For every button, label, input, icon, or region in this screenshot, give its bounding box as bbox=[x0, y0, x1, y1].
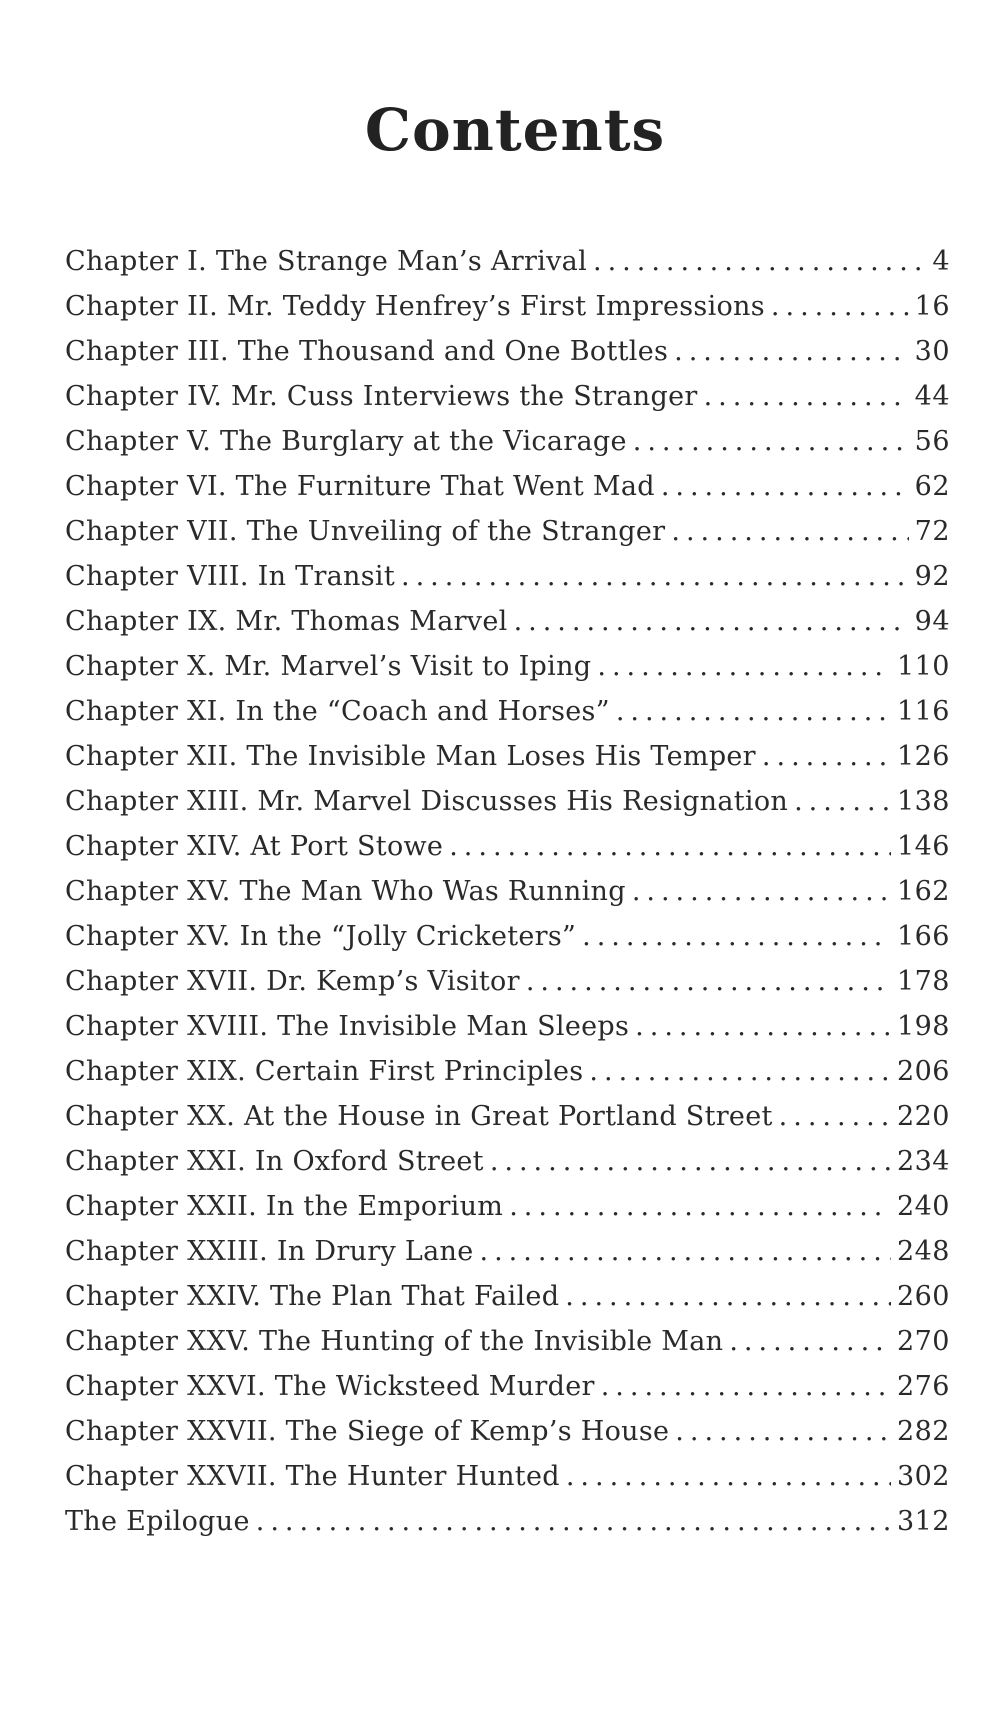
dot-leader bbox=[256, 1506, 891, 1537]
toc-entry bbox=[65, 1011, 950, 1056]
entry-title: Chapter XIX. Certain First Principles bbox=[65, 1056, 584, 1087]
entry-title: Chapter XXVII. The Hunter Hunted bbox=[65, 1461, 560, 1492]
toc-entry bbox=[65, 1191, 950, 1236]
entry-title: Chapter XIV. At Port Stowe bbox=[65, 831, 444, 862]
entry-title: Chapter XXVI. The Wicksteed Murder bbox=[65, 1371, 595, 1402]
entry-page-number: 62 bbox=[914, 471, 950, 502]
toc-entry bbox=[65, 336, 950, 381]
dot-leader bbox=[674, 336, 909, 367]
toc-entry bbox=[65, 1461, 950, 1506]
entry-title: Chapter VIII. In Transit bbox=[65, 561, 395, 592]
entry-title: Chapter XXII. In the Emporium bbox=[65, 1191, 504, 1222]
entry-page-number: 4 bbox=[932, 246, 950, 277]
toc-entry bbox=[65, 1236, 950, 1281]
dot-leader bbox=[449, 831, 891, 862]
entry-page-number: 276 bbox=[896, 1371, 950, 1402]
dot-leader bbox=[729, 1326, 891, 1357]
dot-leader bbox=[401, 561, 909, 592]
entry-page-number: 44 bbox=[914, 381, 950, 412]
toc-entry bbox=[65, 1371, 950, 1416]
entry-page-number: 270 bbox=[896, 1326, 950, 1357]
toc-entry bbox=[65, 561, 950, 606]
toc-entry bbox=[65, 1146, 950, 1191]
entry-title: Chapter XXI. In Oxford Street bbox=[65, 1146, 484, 1177]
entry-page-number: 92 bbox=[914, 561, 950, 592]
toc-entry bbox=[65, 1281, 950, 1326]
entry-page-number: 220 bbox=[896, 1101, 950, 1132]
entry-page-number: 302 bbox=[896, 1461, 950, 1492]
toc-entry bbox=[65, 1056, 950, 1101]
entry-title: Chapter III. The Thousand and One Bottles bbox=[65, 336, 669, 367]
toc-entry bbox=[65, 651, 950, 696]
dot-leader bbox=[635, 1011, 891, 1042]
dot-leader bbox=[671, 516, 908, 547]
entry-title: Chapter II. Mr. Teddy Henfrey’s First Impressions bbox=[65, 291, 765, 322]
entry-page-number: 178 bbox=[896, 966, 950, 997]
entry-page-number: 16 bbox=[914, 291, 950, 322]
toc-entry bbox=[65, 966, 950, 1011]
toc-entry bbox=[65, 1326, 950, 1371]
dot-leader bbox=[509, 1191, 891, 1222]
entry-page-number: 126 bbox=[896, 741, 950, 772]
entry-title: Chapter XXIII. In Drury Lane bbox=[65, 1236, 474, 1267]
entry-page-number: 206 bbox=[896, 1056, 950, 1087]
entry-title: The Epilogue bbox=[65, 1506, 250, 1537]
toc-entry bbox=[65, 516, 950, 561]
entry-title: Chapter IV. Mr. Cuss Interviews the Stranger bbox=[65, 381, 698, 412]
entry-title: Chapter XVII. Dr. Kemp’s Visitor bbox=[65, 966, 520, 997]
dot-leader bbox=[490, 1146, 891, 1177]
entry-page-number: 56 bbox=[914, 426, 950, 457]
dot-leader bbox=[479, 1236, 890, 1267]
entry-page-number: 72 bbox=[914, 516, 950, 547]
entry-page-number: 110 bbox=[896, 651, 950, 682]
entry-page-number: 282 bbox=[896, 1416, 950, 1447]
dot-leader bbox=[632, 876, 891, 907]
dot-leader bbox=[601, 1371, 891, 1402]
entry-title: Chapter XI. In the “Coach and Horses” bbox=[65, 696, 610, 727]
toc-entry bbox=[65, 831, 950, 876]
dot-leader bbox=[779, 1101, 891, 1132]
dot-leader bbox=[566, 1461, 891, 1492]
toc-entry bbox=[65, 741, 950, 786]
entry-page-number: 248 bbox=[896, 1236, 950, 1267]
entry-page-number: 198 bbox=[896, 1011, 950, 1042]
entry-title: Chapter XXIV. The Plan That Failed bbox=[65, 1281, 560, 1312]
dot-leader bbox=[597, 651, 891, 682]
dot-leader bbox=[593, 246, 926, 277]
entry-page-number: 138 bbox=[896, 786, 950, 817]
toc-entry bbox=[65, 1506, 950, 1551]
page-title: Contents bbox=[364, 96, 666, 164]
entry-title: Chapter XX. At the House in Great Portland Street bbox=[65, 1101, 773, 1132]
entry-title: Chapter XV. In the “Jolly Cricketers” bbox=[65, 921, 577, 952]
table-of-contents bbox=[65, 246, 950, 1551]
toc-entry bbox=[65, 696, 950, 741]
entry-page-number: 94 bbox=[914, 606, 950, 637]
entry-page-number: 240 bbox=[896, 1191, 950, 1222]
entry-page-number: 260 bbox=[896, 1281, 950, 1312]
entry-title: Chapter V. The Burglary at the Vicarage bbox=[65, 426, 627, 457]
entry-title: Chapter VI. The Furniture That Went Mad bbox=[65, 471, 655, 502]
entry-title: Chapter XII. The Invisible Man Loses His Temper bbox=[65, 741, 756, 772]
dot-leader bbox=[616, 696, 891, 727]
dot-leader bbox=[794, 786, 891, 817]
toc-entry bbox=[65, 246, 950, 291]
toc-entry bbox=[65, 786, 950, 831]
dot-leader bbox=[526, 966, 891, 997]
entry-title: Chapter XIII. Mr. Marvel Discusses His Resignation bbox=[65, 786, 789, 817]
toc-entry bbox=[65, 381, 950, 426]
entry-page-number: 30 bbox=[914, 336, 950, 367]
entry-page-number: 234 bbox=[896, 1146, 950, 1177]
dot-leader bbox=[762, 741, 891, 772]
entry-title: Chapter I. The Strange Man’s Arrival bbox=[65, 246, 588, 277]
toc-entry bbox=[65, 291, 950, 336]
dot-leader bbox=[661, 471, 909, 502]
toc-entry bbox=[65, 426, 950, 471]
dot-leader bbox=[771, 291, 909, 322]
toc-entry bbox=[65, 1416, 950, 1461]
entry-title: Chapter XVIII. The Invisible Man Sleeps bbox=[65, 1011, 630, 1042]
dot-leader bbox=[582, 921, 891, 952]
toc-entry bbox=[65, 1101, 950, 1146]
toc-entry bbox=[65, 471, 950, 516]
dot-leader bbox=[589, 1056, 891, 1087]
entry-title: Chapter VII. The Unveiling of the Stranger bbox=[65, 516, 666, 547]
toc-entry bbox=[65, 876, 950, 921]
entry-page-number: 146 bbox=[896, 831, 950, 862]
entry-page-number: 162 bbox=[896, 876, 950, 907]
entry-title: Chapter IX. Mr. Thomas Marvel bbox=[65, 606, 508, 637]
toc-entry bbox=[65, 921, 950, 966]
entry-title: Chapter X. Mr. Marvel’s Visit to Iping bbox=[65, 651, 592, 682]
entry-title: Chapter XXV. The Hunting of the Invisible Man bbox=[65, 1326, 724, 1357]
entry-page-number: 312 bbox=[896, 1506, 950, 1537]
entry-title: Chapter XXVII. The Siege of Kemp’s House bbox=[65, 1416, 670, 1447]
toc-entry bbox=[65, 606, 950, 651]
entry-title: Chapter XV. The Man Who Was Running bbox=[65, 876, 626, 907]
dot-leader bbox=[633, 426, 909, 457]
entry-page-number: 166 bbox=[896, 921, 950, 952]
dot-leader bbox=[514, 606, 909, 637]
dot-leader bbox=[675, 1416, 891, 1447]
entry-page-number: 116 bbox=[896, 696, 950, 727]
dot-leader bbox=[704, 381, 909, 412]
dot-leader bbox=[565, 1281, 891, 1312]
